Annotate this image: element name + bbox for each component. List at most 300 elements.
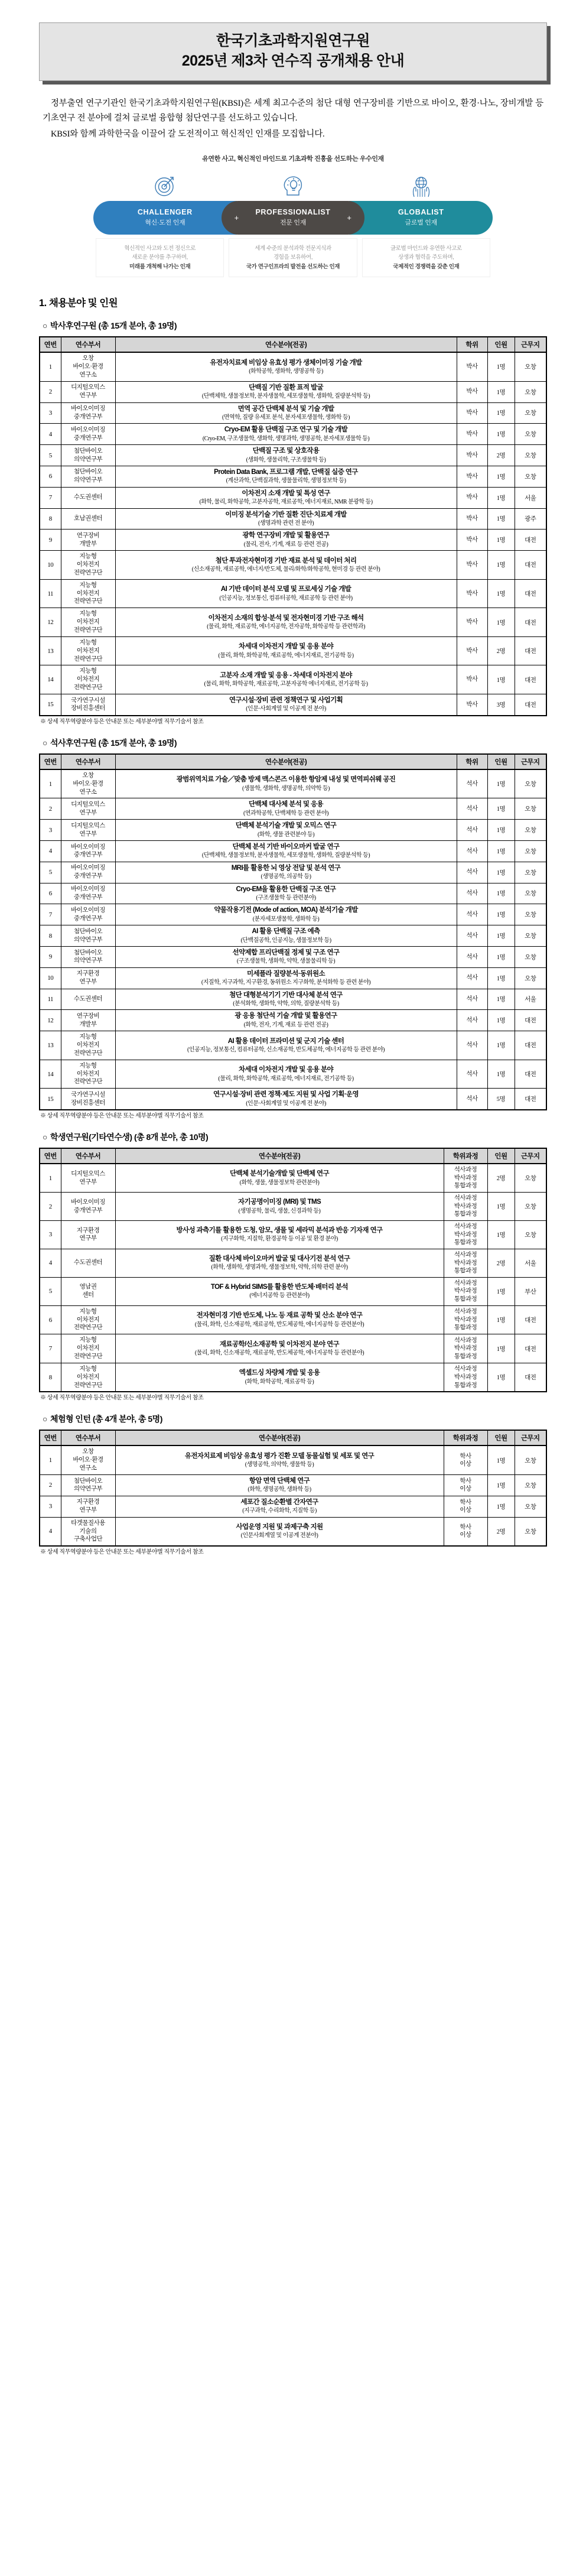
icon-cell-challenger xyxy=(101,173,228,199)
cell-department: 바이오이미징 중개연구부 xyxy=(61,883,115,904)
cell-no: 6 xyxy=(40,466,61,487)
field-majors: (물리, 전자, 기계, 재료 등 관련 전공) xyxy=(243,541,328,548)
cell-field xyxy=(115,551,457,580)
cell-location: 오창 xyxy=(515,798,546,820)
table-row xyxy=(40,1363,546,1392)
header-banner-wrap xyxy=(0,0,586,81)
cell-count: 2명 xyxy=(487,1249,515,1277)
field-majors: (화학, 생명공학, 생화학 등) xyxy=(248,1486,311,1493)
cell-degree: 석사 xyxy=(457,967,487,989)
field-majors: (단백체학, 생물정보학, 분자생물학, 세포생물학, 생화학, 질량분석학 등) xyxy=(201,852,370,859)
institute-name: 한국기초과학지원연구원 xyxy=(216,33,370,49)
field-title: Cryo-EM을 활용한 단백질 구조 연구 xyxy=(236,885,336,893)
field-title: AI 기반 데이터 분석 모델 및 프로세싱 기술 개발 xyxy=(220,586,351,593)
cell-field xyxy=(115,1517,444,1546)
cell-location: 오창 xyxy=(515,1496,546,1517)
table-header-row xyxy=(40,754,546,769)
desc-professionalist-3: 국가 연구인프라의 발전을 선도하는 인재 xyxy=(246,263,340,270)
column-header-4: 인원 xyxy=(487,337,515,352)
cell-no: 3 xyxy=(40,402,61,424)
cell-department: 지능형 이차전지 전략연구단 xyxy=(61,1031,115,1060)
cell-degree: 석사 xyxy=(457,798,487,820)
table-row xyxy=(40,445,546,466)
cell-count: 1명 xyxy=(487,551,515,580)
capsule-professionalist-kr: 전문 인재 xyxy=(279,219,307,226)
cell-department: 지능형 이차전지 전략연구단 xyxy=(61,551,115,580)
cell-field xyxy=(115,445,457,466)
group-heading-0 xyxy=(43,320,547,332)
field-title: 광학 연구장비 개발 및 활용연구 xyxy=(242,532,330,540)
cell-location: 오창 xyxy=(515,820,546,841)
field-majors: (지구화학, 지질학, 환경공학 등 이공 및 환경 분야) xyxy=(221,1236,338,1243)
field-majors: (인문·사회계열 및 이공계 전 분야) xyxy=(246,706,326,713)
cell-field xyxy=(115,1089,457,1110)
cell-no: 7 xyxy=(40,1334,61,1363)
cell-degree: 석사 xyxy=(457,904,487,925)
cell-degree: 석사 xyxy=(457,883,487,904)
cell-no: 6 xyxy=(40,883,61,904)
cell-location: 부산 xyxy=(515,1277,546,1305)
cell-field xyxy=(115,1334,444,1363)
cell-field xyxy=(115,1496,444,1517)
cell-department: 디지털오믹스 연구부 xyxy=(61,820,115,841)
field-majors: (구조생물학 등 관련분야) xyxy=(256,895,316,901)
cell-count: 1명 xyxy=(487,608,515,637)
table-row xyxy=(40,1193,546,1221)
table-row xyxy=(40,665,546,694)
table-row xyxy=(40,1305,546,1334)
capsule-globalist xyxy=(349,201,493,235)
capsule-professionalist-en: PROFESSIONALIST xyxy=(255,207,331,216)
cell-department: 국가연구시설 장비진흥센터 xyxy=(61,1089,115,1110)
cell-count: 1명 xyxy=(487,1496,515,1517)
cell-count: 1명 xyxy=(487,487,515,508)
cell-field xyxy=(115,508,457,530)
field-majors: (물리, 화학, 화학공학, 재료공학, 에너지재료, 전기공학 등) xyxy=(218,652,354,659)
column-header-3: 학위과정 xyxy=(444,1430,487,1445)
cell-location: 오창 xyxy=(515,1164,546,1192)
table-note-1: ※ 상세 직무역량분야 등은 안내문 또는 세부분야별 직무기술서 참조 xyxy=(40,1113,204,1120)
cell-location: 오창 xyxy=(515,1517,546,1546)
cell-degree: 석사과정 박사과정 통합과정 xyxy=(444,1305,487,1334)
column-header-5: 근무지 xyxy=(515,1430,546,1445)
cell-location: 대전 xyxy=(515,1363,546,1392)
cell-degree: 학사 이상 xyxy=(444,1445,487,1474)
cell-field xyxy=(115,1010,457,1031)
cell-count: 1명 xyxy=(487,1475,515,1496)
cell-location: 오창 xyxy=(515,1445,546,1474)
cell-location: 오창 xyxy=(515,1475,546,1496)
cell-count: 3명 xyxy=(487,694,515,716)
field-title: 방사성 과측기를 활용한 도청, 암모, 생물 및 세라믹 분석과 반응 기자재 연구 xyxy=(176,1227,383,1235)
cell-degree: 박사 xyxy=(457,424,487,445)
cell-no: 4 xyxy=(40,1249,61,1277)
table-header-row xyxy=(40,1148,546,1164)
cell-location: 오창 xyxy=(515,445,546,466)
cell-location: 오창 xyxy=(515,841,546,862)
desc-card-globalist xyxy=(362,238,490,277)
cell-no: 2 xyxy=(40,798,61,820)
field-title: AI 활용 데이터 프라미션 및 군지 기술 센터 xyxy=(227,1037,344,1045)
field-majors: (단백질공학, 인공지능, 생물정보학 등) xyxy=(240,937,331,944)
cell-no: 14 xyxy=(40,1060,61,1089)
group-heading-2 xyxy=(43,1131,547,1143)
desc-card-challenger xyxy=(96,238,224,277)
table-row xyxy=(40,694,546,716)
cell-no: 4 xyxy=(40,424,61,445)
cell-count: 1명 xyxy=(487,1193,515,1221)
cell-location: 대전 xyxy=(515,551,546,580)
cell-degree: 석사과정 박사과정 통합과정 xyxy=(444,1334,487,1363)
field-title: 광범위역치료 가술／맞춤 방제 맥스콘즈 이용한 항암제 내성 및 면역피쉬웨 공진 xyxy=(176,776,396,784)
field-title: 단백체 분석기술 개발 및 오믹스 연구 xyxy=(235,822,337,830)
table-row xyxy=(40,551,546,580)
cell-count: 1명 xyxy=(487,579,515,608)
table-row xyxy=(40,798,546,820)
recruitment-table-1 xyxy=(39,753,547,1110)
cell-field xyxy=(115,1445,444,1474)
cell-field xyxy=(115,904,457,925)
cell-degree: 박사 xyxy=(457,508,487,530)
cell-count: 1명 xyxy=(487,1445,515,1474)
cell-count: 1명 xyxy=(487,530,515,551)
cell-field xyxy=(115,883,457,904)
field-majors: (화학, 전자, 기계, 재료 등 관련 전공) xyxy=(243,1021,328,1028)
table-row xyxy=(40,1010,546,1031)
field-majors: (생명과학 관련 전 분야) xyxy=(258,519,314,527)
cell-location: 오창 xyxy=(515,967,546,989)
desc-challenger-3: 미래를 개척해 나가는 인재 xyxy=(129,263,191,270)
table-row xyxy=(40,925,546,947)
cell-location: 대전 xyxy=(515,636,546,665)
cell-field xyxy=(115,1220,444,1249)
table-row xyxy=(40,530,546,551)
cell-location: 오창 xyxy=(515,1193,546,1221)
talent-icon-row xyxy=(69,173,517,199)
field-majors: (화학, 생화학, 생명과학, 생물정보학, 약학, 의학 관련 분야) xyxy=(211,1264,348,1271)
field-majors: (인공지능, 정보통신, 컴퓨터공학, 재료공학 등 관련 분야) xyxy=(219,595,353,602)
column-header-4: 인원 xyxy=(487,754,515,769)
cell-field xyxy=(115,862,457,883)
field-title: 단백체 분석 기반 바이오마커 발굴 연구 xyxy=(232,843,340,850)
capsule-challenger-kr: 혁신·도전 인재 xyxy=(145,219,185,226)
cell-count: 1명 xyxy=(487,466,515,487)
cell-field xyxy=(115,694,457,716)
cell-count: 1명 xyxy=(487,862,515,883)
cell-no: 5 xyxy=(40,445,61,466)
cell-degree: 석사 xyxy=(457,1089,487,1110)
cell-field xyxy=(115,1475,444,1496)
capsule-challenger-en: CHALLENGER xyxy=(137,207,193,216)
cell-location: 오창 xyxy=(515,1220,546,1249)
cell-field xyxy=(115,1031,457,1060)
field-title: 엑셀드싱 차량체 개발 및 응용 xyxy=(239,1369,320,1377)
table-note-0: ※ 상세 직무역량분야 등은 안내문 또는 세부분야별 직무기술서 참조 xyxy=(40,718,204,725)
cell-count: 1명 xyxy=(487,402,515,424)
cell-no: 10 xyxy=(40,551,61,580)
field-majors: (면역학, 질량 유세포 분석, 분자세포생물학, 생화학 등) xyxy=(222,414,350,421)
cell-location: 대전 xyxy=(515,1089,546,1110)
cell-location: 오창 xyxy=(515,904,546,925)
desc-globalist-2: 상생과 협력을 주도하며, xyxy=(398,254,454,261)
cell-degree: 석사 xyxy=(457,1060,487,1089)
field-majors: (생명공학, 의공학 등) xyxy=(261,873,311,881)
cell-department: 첨단바이오 의약연구부 xyxy=(61,466,115,487)
cell-department: 바이오이미징 중개연구부 xyxy=(61,862,115,883)
field-title: 연구시설·장비 관련 정책연구 및 사업기획 xyxy=(229,697,343,704)
cell-count: 1명 xyxy=(487,1363,515,1392)
cell-department: 수도권센터 xyxy=(61,1249,115,1277)
cell-field xyxy=(115,841,457,862)
table-row xyxy=(40,1089,546,1110)
field-majors: (화학공학, 생화학, 생명공학 등) xyxy=(249,368,323,375)
table-row xyxy=(40,508,546,530)
field-title: 광 응용 첨단석 기술 개발 및 활용연구 xyxy=(235,1012,337,1020)
cell-count: 5명 xyxy=(487,1089,515,1110)
cell-department: 오창 바이오·환경 연구소 xyxy=(61,1445,115,1474)
cell-location: 서울 xyxy=(515,989,546,1010)
column-header-1: 연수부서 xyxy=(61,754,115,769)
cell-department: 오창 바이오·환경 연구소 xyxy=(61,352,115,381)
cell-location: 대전 xyxy=(515,530,546,551)
desc-globalist-1: 글로벌 마인드와 유연한 사고로 xyxy=(390,245,462,252)
column-header-4: 인원 xyxy=(487,1430,515,1445)
cell-field xyxy=(115,352,457,381)
field-majors: (물리, 화학, 화학공학, 재료공학, 고분자공학 에너지재료, 전기공학 등) xyxy=(204,681,368,688)
cell-department: 지능형 이차전지 전략연구단 xyxy=(61,665,115,694)
section1-title: 1. 채용분야 및 인원 xyxy=(39,298,118,309)
recruitment-table-0 xyxy=(39,336,547,716)
cell-field xyxy=(115,487,457,508)
cell-degree: 석사과정 박사과정 통합과정 xyxy=(444,1277,487,1305)
cell-degree: 석사과정 박사과정 통합과정 xyxy=(444,1164,487,1192)
desc-challenger-2: 새로운 분야를 추구하며, xyxy=(132,254,188,261)
cell-field xyxy=(115,989,457,1010)
field-title: MRI를 활용한 뇌 영상 전달 및 분석 연구 xyxy=(231,864,341,872)
recruitment-table-2 xyxy=(39,1148,547,1392)
cell-degree: 석사 xyxy=(457,946,487,967)
field-title: AI 활용 단백질 구조 예측 xyxy=(252,928,320,935)
table-note-3: ※ 상세 직무역량분야 등은 안내문 또는 세부분야별 직무기술서 참조 xyxy=(40,1549,204,1556)
table-row xyxy=(40,946,546,967)
column-header-0: 연번 xyxy=(40,1148,61,1164)
table-row xyxy=(40,402,546,424)
cell-degree: 박사 xyxy=(457,487,487,508)
field-majors: (신소재공학, 재료공학, 에너지/반도체, 물리/화학/화학공학, 현미경 등 관련 분야) xyxy=(191,566,380,573)
field-title: 면역 공간 단백체 분석 및 기술 개발 xyxy=(237,405,334,412)
cell-location: 오창 xyxy=(515,381,546,402)
field-title: 이차전지 소재의 합성·분석 및 전자현미경 기반 구조 해석 xyxy=(208,614,364,622)
column-header-0: 연번 xyxy=(40,754,61,769)
column-header-5: 근무지 xyxy=(515,1148,546,1164)
cell-count: 1명 xyxy=(487,967,515,989)
cell-field xyxy=(115,381,457,402)
field-majors: (화학, 생물 관련분야 등) xyxy=(257,831,315,838)
cell-department: 지능형 이차전지 전략연구단 xyxy=(61,636,115,665)
cell-no: 3 xyxy=(40,1220,61,1249)
cell-department: 첨단바이오 의약연구부 xyxy=(61,445,115,466)
cell-count: 2명 xyxy=(487,1164,515,1192)
cell-location: 오창 xyxy=(515,402,546,424)
cell-degree: 박사 xyxy=(457,551,487,580)
group-bullet-2: ○ xyxy=(43,1132,47,1142)
field-majors: (지질학, 지구과학, 지구환경, 동위원소 지구화학, 분석화학 등 관련 분야) xyxy=(201,979,371,986)
cell-degree: 석사과정 박사과정 통합과정 xyxy=(444,1249,487,1277)
cell-no: 7 xyxy=(40,904,61,925)
cell-department: 지구환경 연구부 xyxy=(61,1220,115,1249)
cell-degree: 석사 xyxy=(457,820,487,841)
field-title: 약물작용기전 (Mode of action, MOA) 분석기술 개발 xyxy=(214,907,358,914)
field-title: 단백질 구조 및 상호작용 xyxy=(252,447,320,455)
cell-department: 디지털오믹스 연구부 xyxy=(61,1164,115,1192)
column-header-2: 연수분야(전공) xyxy=(115,1148,444,1164)
cell-no: 3 xyxy=(40,1496,61,1517)
cell-field xyxy=(115,798,457,820)
cell-count: 1명 xyxy=(487,798,515,820)
recruitment-table-3 xyxy=(39,1430,547,1547)
cell-department: 첨단바이오 의약연구부 xyxy=(61,1475,115,1496)
field-title: 항암 면역 단백체 연구 xyxy=(249,1477,310,1485)
cell-department: 첨단바이오 의약연구부 xyxy=(61,946,115,967)
field-majors: (지구과학, 수리화학, 지질학 등) xyxy=(242,1508,317,1515)
group-bullet-1: ○ xyxy=(43,738,47,748)
capsule-globalist-en: GLOBALIST xyxy=(398,207,444,216)
cell-count: 1명 xyxy=(487,1060,515,1089)
field-majors: (생명공학, 의약학, 생물학 등) xyxy=(245,1461,314,1469)
cell-count: 1명 xyxy=(487,1334,515,1363)
cell-department: 수도권센터 xyxy=(61,989,115,1010)
field-majors: (계산과학, 단백질과학, 생물물리학, 생명정보학 등) xyxy=(226,477,346,485)
cell-no: 3 xyxy=(40,820,61,841)
announcement-title: 2025년 제3차 연수직 공개채용 안내 xyxy=(181,52,405,69)
cell-field xyxy=(115,820,457,841)
table-row xyxy=(40,967,546,989)
cell-department: 바이오이미징 중개연구부 xyxy=(61,904,115,925)
icon-cell-globalist xyxy=(358,173,485,199)
cell-field xyxy=(115,1164,444,1192)
cell-location: 오창 xyxy=(515,769,546,798)
cell-degree: 석사과정 박사과정 통합과정 xyxy=(444,1193,487,1221)
cell-degree: 석사 xyxy=(457,1031,487,1060)
cell-count: 1명 xyxy=(487,424,515,445)
field-majors: (단백체학, 생물정보학, 분자생물학, 세포생물학, 생화학, 질량분석학 등) xyxy=(201,393,370,400)
field-title: Cryo-EM 활용 단백질 구조 연구 및 기술 개발 xyxy=(224,426,348,434)
column-header-5: 근무지 xyxy=(515,754,546,769)
cell-no: 6 xyxy=(40,1305,61,1334)
cell-location: 대전 xyxy=(515,1031,546,1060)
field-title: 단백체 분석기술개발 및 단백체 연구 xyxy=(229,1170,329,1178)
cell-field xyxy=(115,530,457,551)
intro-paragraph-2: KBSI와 함께 과학한국을 이끌어 갈 도전적이고 혁신적인 인재를 모집합니다. xyxy=(51,129,325,139)
talent-desc-row xyxy=(69,235,517,277)
cell-count: 1명 xyxy=(487,820,515,841)
table-row xyxy=(40,1277,546,1305)
cell-count: 1명 xyxy=(487,1305,515,1334)
table-row xyxy=(40,1060,546,1089)
cell-degree: 석사 xyxy=(457,841,487,862)
cell-department: 디지털오믹스 연구부 xyxy=(61,798,115,820)
cell-department: 바이오이미징 중개연구부 xyxy=(61,402,115,424)
cell-field xyxy=(115,967,457,989)
column-header-3: 학위 xyxy=(457,337,487,352)
field-title: 이미징 분석기술 기반 질환 진단·치료제 개발 xyxy=(225,511,347,518)
cell-department: 연구장비 개발부 xyxy=(61,1010,115,1031)
cell-field xyxy=(115,1305,444,1334)
cell-field xyxy=(115,769,457,798)
cell-no: 8 xyxy=(40,1363,61,1392)
cell-location: 대전 xyxy=(515,1305,546,1334)
cell-department: 영남권 센터 xyxy=(61,1277,115,1305)
field-majors: (생물학, 생화학, 생명공학, 의약학 등) xyxy=(242,785,330,792)
table-row xyxy=(40,636,546,665)
cell-degree: 박사 xyxy=(457,530,487,551)
field-majors: (물리, 화학, 신소재공학, 재료공학, 반도체공학, 에너지공학 등 관련분야) xyxy=(194,1350,364,1357)
table-row xyxy=(40,1220,546,1249)
field-majors: (에너지공학 등 관련분야) xyxy=(249,1292,310,1300)
icon-cell-professionalist xyxy=(229,173,356,199)
group-heading-count-0: (총 15개 분야, 총 19명) xyxy=(98,321,177,331)
cell-no: 11 xyxy=(40,989,61,1010)
cell-no: 1 xyxy=(40,352,61,381)
cell-degree: 박사 xyxy=(457,402,487,424)
field-title: 단백체 대사체 분석 및 응용 xyxy=(249,801,323,808)
cell-no: 12 xyxy=(40,1010,61,1031)
intro-paragraphs xyxy=(0,81,586,142)
field-majors: (분석화학, 생화학, 약학, 의학, 질량분석학 등) xyxy=(233,1000,339,1007)
cell-no: 1 xyxy=(40,769,61,798)
header-banner xyxy=(39,22,547,81)
cell-degree: 박사 xyxy=(457,352,487,381)
table-row xyxy=(40,820,546,841)
cell-count: 1명 xyxy=(487,989,515,1010)
cell-no: 10 xyxy=(40,967,61,989)
cell-department: 지구환경 연구부 xyxy=(61,967,115,989)
field-title: 세포간 질소순환별 간자연구 xyxy=(240,1498,318,1506)
cell-no: 2 xyxy=(40,381,61,402)
cell-no: 14 xyxy=(40,665,61,694)
cell-degree: 석사 xyxy=(457,862,487,883)
column-header-4: 인원 xyxy=(487,1148,515,1164)
cell-location: 오창 xyxy=(515,925,546,947)
desc-globalist-3: 국제적인 경쟁력을 갖춘 인재 xyxy=(393,263,460,270)
field-title: 단백질 기반 질환 표적 발굴 xyxy=(249,384,323,391)
cell-no: 15 xyxy=(40,694,61,716)
cell-no: 13 xyxy=(40,636,61,665)
cell-field xyxy=(115,608,457,637)
field-title: 이차전지 소재 개발 및 특성 연구 xyxy=(242,489,330,497)
globe-hands-icon xyxy=(408,173,434,199)
cell-department: 호남권센터 xyxy=(61,508,115,530)
cell-count: 1명 xyxy=(487,946,515,967)
cell-field xyxy=(115,925,457,947)
cell-degree: 박사 xyxy=(457,608,487,637)
group-heading-count-3: (총 4개 분야, 총 5명) xyxy=(92,1414,162,1424)
table-row xyxy=(40,1496,546,1517)
cell-degree: 석사과정 박사과정 통합과정 xyxy=(444,1220,487,1249)
cell-no: 8 xyxy=(40,508,61,530)
cell-location: 오창 xyxy=(515,883,546,904)
cell-field xyxy=(115,1193,444,1221)
talent-caption: 유연한 사고, 혁신적인 마인드로 기초과학 진흥을 선도하는 우수인재 xyxy=(202,155,384,163)
cell-department: 바이오이미징 중개연구부 xyxy=(61,424,115,445)
cell-count: 1명 xyxy=(487,352,515,381)
cell-location: 대전 xyxy=(515,665,546,694)
cell-no: 11 xyxy=(40,579,61,608)
head-lightbulb-icon xyxy=(280,173,306,199)
cell-count: 1명 xyxy=(487,841,515,862)
cell-department: 타겟물질사용 기술의 구축사업단 xyxy=(61,1517,115,1546)
field-title: 첨단 투과전자현미경 기반 재료 분석 및 데이터 처리 xyxy=(215,557,357,564)
